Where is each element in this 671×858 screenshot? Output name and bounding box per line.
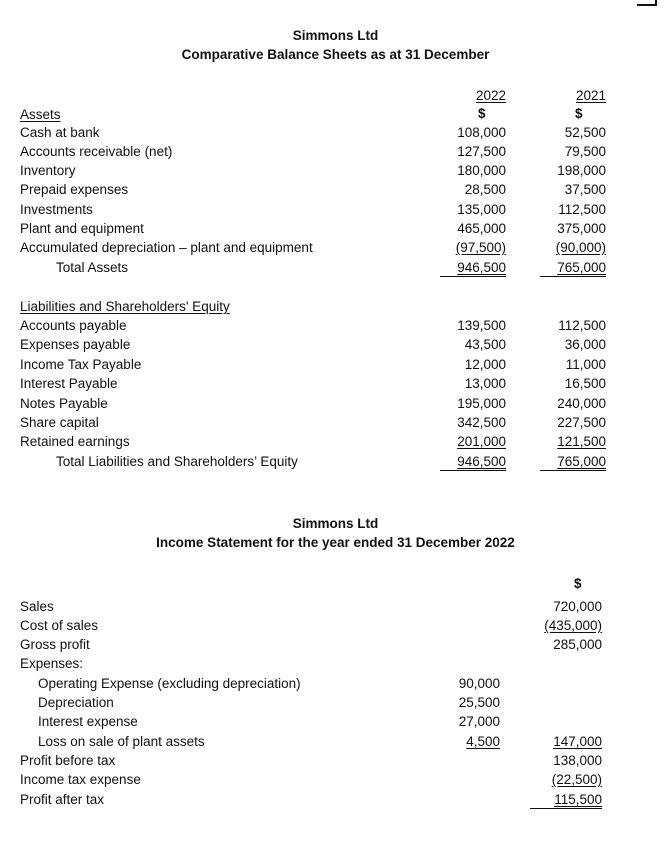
income-tax-label: Income tax expense [20, 772, 141, 787]
income-tax-value: (22,500) [551, 772, 602, 787]
asset-row-label: Plant and equipment [20, 221, 144, 236]
total-assets-2022: 946,500 [440, 260, 506, 277]
asset-row-label: Cash at bank [20, 125, 100, 140]
sales-value: 720,000 [553, 599, 602, 614]
bs-year-2021: 2021 [575, 88, 606, 103]
asset-row-label: Inventory [20, 163, 76, 178]
expense-row-label: Depreciation [38, 695, 114, 710]
asset-row-label: Accounts receivable (net) [20, 144, 173, 159]
total-assets-label: Total Assets [56, 260, 129, 275]
bs-currency-2021: $ [575, 106, 583, 121]
asset-row-2022: 465,000 [457, 221, 506, 236]
liability-row-2022: 342,500 [457, 415, 506, 430]
liability-row-label: Retained earnings [20, 434, 130, 449]
expense-row-value: 4,500 [466, 734, 500, 749]
liability-row-2021: 112,500 [558, 318, 606, 333]
gross-profit-label: Gross profit [20, 637, 90, 652]
liability-row-label: Income Tax Payable [20, 357, 142, 372]
total-liabilities-2022: 946,500 [440, 454, 506, 471]
asset-row-2021: 37,500 [564, 182, 606, 197]
liability-row-2022: 195,000 [457, 396, 506, 411]
total-assets-2021: 765,000 [540, 260, 606, 277]
asset-row-2022: 180,000 [457, 163, 506, 178]
asset-row-label: Investments [20, 202, 93, 217]
asset-row-2021: 198,000 [557, 163, 606, 178]
asset-row-2022: 28,500 [464, 182, 506, 197]
expense-row-value: 25,500 [458, 695, 500, 710]
asset-row-2022: 108,000 [457, 125, 506, 140]
asset-row-2021: 112,500 [558, 202, 606, 217]
bs-company-name: Simmons Ltd [292, 28, 379, 43]
assets-heading: Assets [20, 107, 61, 122]
liability-row-2021: 11,000 [565, 357, 606, 372]
profit-before-tax-value: 138,000 [553, 753, 602, 768]
asset-row-label: Accumulated depreciation – plant and equipment [20, 240, 313, 255]
asset-row-2021: 52,500 [564, 125, 606, 140]
profit-after-tax-label: Profit after tax [20, 792, 105, 807]
asset-row-2022: 127,500 [457, 144, 506, 159]
total-liabilities-label: Total Liabilities and Shareholders’ Equity [56, 454, 298, 469]
bs-currency-2022: $ [478, 106, 486, 121]
liability-row-label: Interest Payable [20, 376, 118, 391]
asset-row-2022: (97,500) [455, 240, 506, 255]
liability-row-2021: 121,500 [557, 434, 606, 449]
profit-before-tax-label: Profit before tax [20, 753, 116, 768]
liability-row-label: Accounts payable [20, 318, 127, 333]
cost-of-sales-value: (435,000) [544, 618, 602, 633]
liability-row-2021: 240,000 [557, 396, 606, 411]
liability-row-2021: 36,000 [564, 337, 606, 352]
liability-row-2022: 12,000 [464, 357, 506, 372]
liabilities-heading: Liabilities and Shareholders' Equity [20, 299, 230, 314]
asset-row-label: Prepaid expenses [20, 182, 129, 197]
expense-row-label: Interest expense [38, 714, 138, 729]
liability-row-2022: 13,000 [464, 376, 506, 391]
asset-row-2021: 79,500 [564, 144, 606, 159]
asset-row-2022: 135,000 [457, 202, 506, 217]
asset-row-2021: 375,000 [557, 221, 606, 236]
liability-row-2022: 43,500 [464, 337, 506, 352]
cost-of-sales-label: Cost of sales [20, 618, 99, 633]
total-expenses-value: 147,000 [553, 734, 602, 749]
bs-title: Comparative Balance Sheets as at 31 December [181, 47, 490, 62]
total-liabilities-2021: 765,000 [540, 454, 606, 471]
gross-profit-value: 285,000 [553, 637, 602, 652]
liability-row-2022: 139,500 [457, 318, 506, 333]
liability-row-label: Notes Payable [20, 396, 108, 411]
liability-row-2022: 201,000 [457, 434, 506, 449]
liability-row-2021: 227,500 [557, 415, 606, 430]
liability-row-label: Expenses payable [20, 337, 131, 352]
profit-after-tax-value: 115,500 [530, 792, 602, 809]
liability-row-2021: 16,500 [564, 376, 606, 391]
bs-year-2022: 2022 [475, 88, 506, 103]
is-title: Income Statement for the year ended 31 December 2022 [156, 535, 515, 550]
liability-row-label: Share capital [20, 415, 99, 430]
expense-row-label: Operating Expense (excluding depreciation) [38, 676, 301, 691]
asset-row-2021: (90,000) [555, 240, 606, 255]
expense-row-label: Loss on sale of plant assets [38, 734, 205, 749]
expense-row-value: 27,000 [458, 714, 500, 729]
sales-label: Sales [20, 599, 54, 614]
expenses-heading: Expenses: [20, 656, 84, 671]
page-corner-mark [637, 0, 657, 6]
is-currency: $ [574, 576, 582, 591]
expense-row-value: 90,000 [458, 676, 500, 691]
is-company-name: Simmons Ltd [292, 516, 379, 531]
